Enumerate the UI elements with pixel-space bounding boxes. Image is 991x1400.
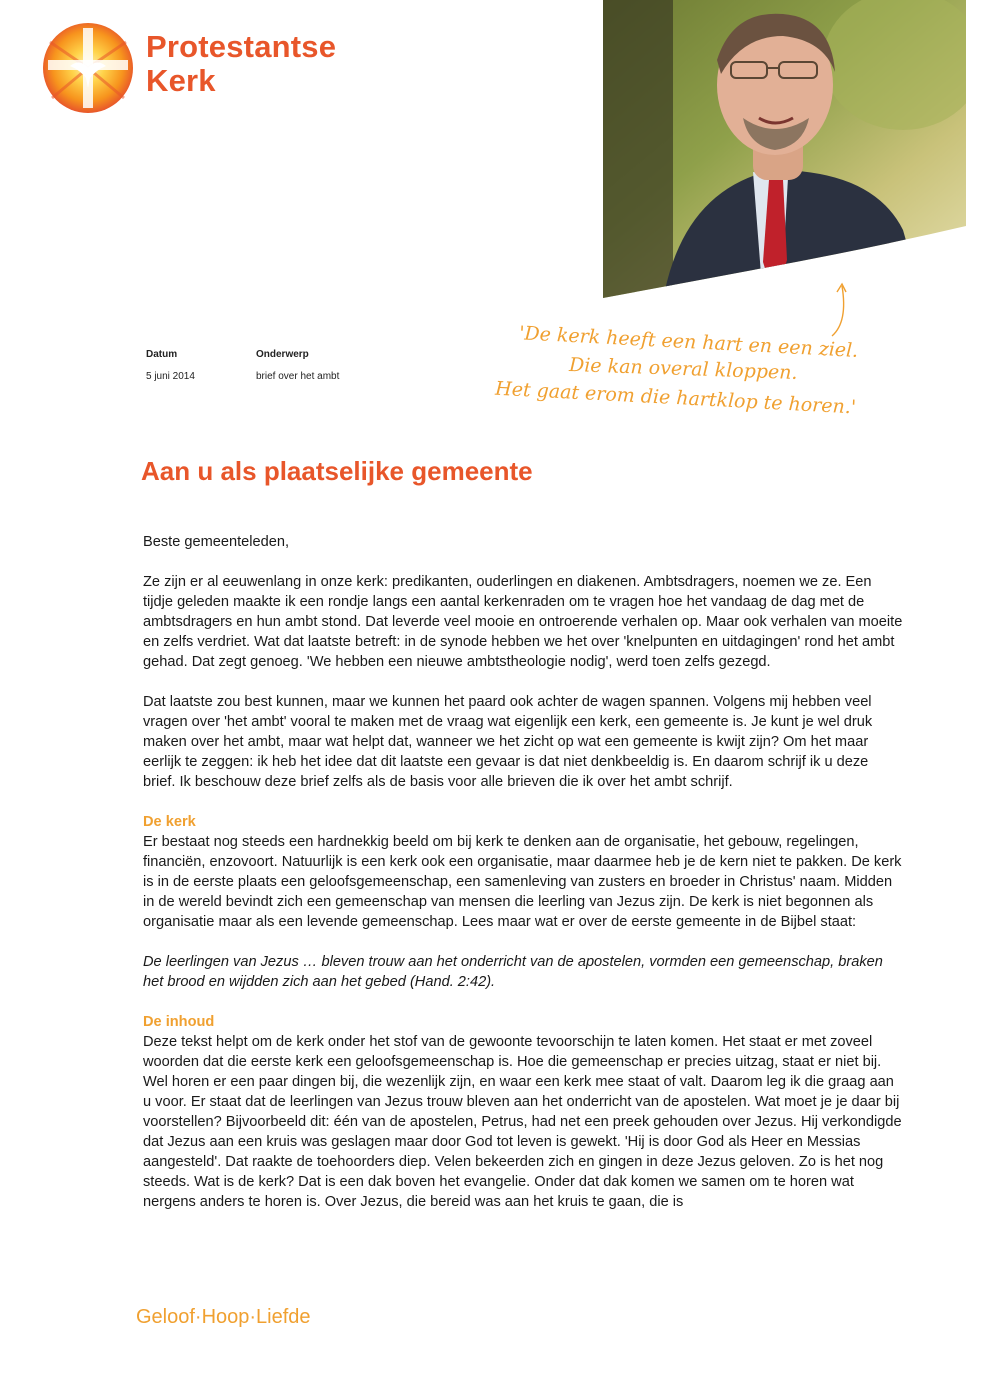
protestantse-kerk-logo-icon	[40, 22, 136, 114]
footer-tagline: Geloof·Hoop·Liefde	[136, 1306, 311, 1328]
quote-line-3: Het gaat erom die hartklop te horen.'	[494, 377, 857, 419]
subject-label: Onderwerp	[256, 349, 309, 360]
paragraph-1: Ze zijn er al eeuwenlang in onze kerk: predikanten, ouderlingen en diakenen. Ambtsdragers, noemen we ze. Een tijdje geleden maakte ik een rondje langs een aantal kerkenraden om te vragen hoe het vandaag de dag met de ambtsdragers en hun ambt stond. Dat leverde veel mooie en ontroerende verhalen op. Maar ook verhalen van moeite en zelfs verdriet. Wat dat laatste betreft: in de synode hebben we het over 'knelpunten en uitdagingen' rond het ambt gehad. Dat zegt genoeg. 'We hebben een nieuwe ambtstheologie nodig', werd toen zelfs gezegd.	[143, 574, 903, 670]
bible-quote: De leerlingen van Jezus … bleven trouw aan het onderricht van de apostelen, vormden een gemeenschap, braken het brood en wijdden zich aan het gebed (Hand. 2:42).	[143, 954, 883, 990]
section-text-de-kerk: Er bestaat nog steeds een hardnekkig beeld om bij kerk te denken aan de organisatie, het gebouw, regelingen, financiën, enzovoort. Natuurlijk is een kerk ook een organisatie, maar daarmee heb je de kern niet te pakken. De kerk is in de eerste plaats een geloofsgemeenschap, een samenleving van zusters en broeder in Christus' naam. Midden in de wereld bevindt zich een gemeenschap van mensen die leerling van Jezus zijn. De kerk is niet begonnen als organisatie maar als een levende gemeenschap. Lees maar wat er over de eerste gemeente in de Bijbel staat:	[143, 834, 902, 930]
letter-title: Aan u als plaatselijke gemeente	[141, 456, 533, 486]
subject-value: brief over het ambt	[256, 371, 340, 382]
brand-name	[146, 30, 336, 98]
brand-line-1: Protestantse	[146, 29, 337, 64]
meta-subject	[256, 344, 339, 388]
meta-date	[146, 344, 195, 388]
salutation: Beste gemeenteleden,	[143, 534, 290, 550]
brand-line-2: Kerk	[146, 63, 216, 98]
section-heading-de-kerk: De kerk	[143, 814, 196, 830]
paragraph-2: Dat laatste zou best kunnen, maar we kunnen het paard ook achter de wagen spannen. Volgens mij hebben veel vragen over 'het ambt' vooral te maken met de vraag wat eigenlijk een kerk, een gemeente is. Je kunt je wel druk maken over het ambt, maar wat helpt dat, wanneer we het zicht op wat een gemeente is kwijt zijn? Om het maar eerlijk te zeggen: ik heb het idee dat dit laatste een gevaar is dat niet denkbeeldig is. En daarom schrijf ik u deze brief. Ik beschouw deze brief zelfs als de basis voor alle brieven die ik over het ambt schrijf.	[143, 694, 873, 790]
portrait-photo	[603, 0, 966, 300]
section-heading-de-inhoud: De inhoud	[143, 1014, 215, 1030]
letter-body	[143, 532, 903, 1212]
quote-line-1: 'De kerk heeft een hart en een ziel.	[518, 322, 859, 362]
date-label: Datum	[146, 349, 178, 360]
date-value: 5 juni 2014	[146, 371, 195, 382]
section-text-de-inhoud: Deze tekst helpt om de kerk onder het stof van de gewoonte tevoorschijn te laten komen. Het staat er met zoveel woorden dat die eerste kerk een geloofsgemeenschap is. Hoe die gemeenschap er precies uitzag, staat er niet bij. Wel horen er een paar dingen bij, die wezenlijk zijn, en waar een kerk mee staat of valt. Daarom leg ik die graag aan u voor. Er staat dat de leerlingen van Jezus trouw bleven aan het onderricht van de apostelen. Wat moet je je daar bij voorstellen? Bijvoorbeeld dit: één van de apostelen, Petrus, had net een preek gehouden over Jezus. Hij verkondigde dat Jezus aan een kruis was geslagen maar door God tot leven is gewekt. 'Hij is door God als Heer en Messias aangesteld'. Dat raakte de toehoorders diep. Velen bekeerden zich en gingen in deze Jezus geloven. Zo is het nog steeds. Wat is de kerk? Dat is een dak boven het evangelie. Onder dat dak komen we samen om te horen wat nergens anders te horen is. Over Jezus, die bereid was aan het kruis te gaan, die is	[143, 1034, 902, 1210]
handwritten-quote	[485, 322, 859, 419]
quote-line-2: Die kan overal kloppen.	[568, 354, 798, 384]
